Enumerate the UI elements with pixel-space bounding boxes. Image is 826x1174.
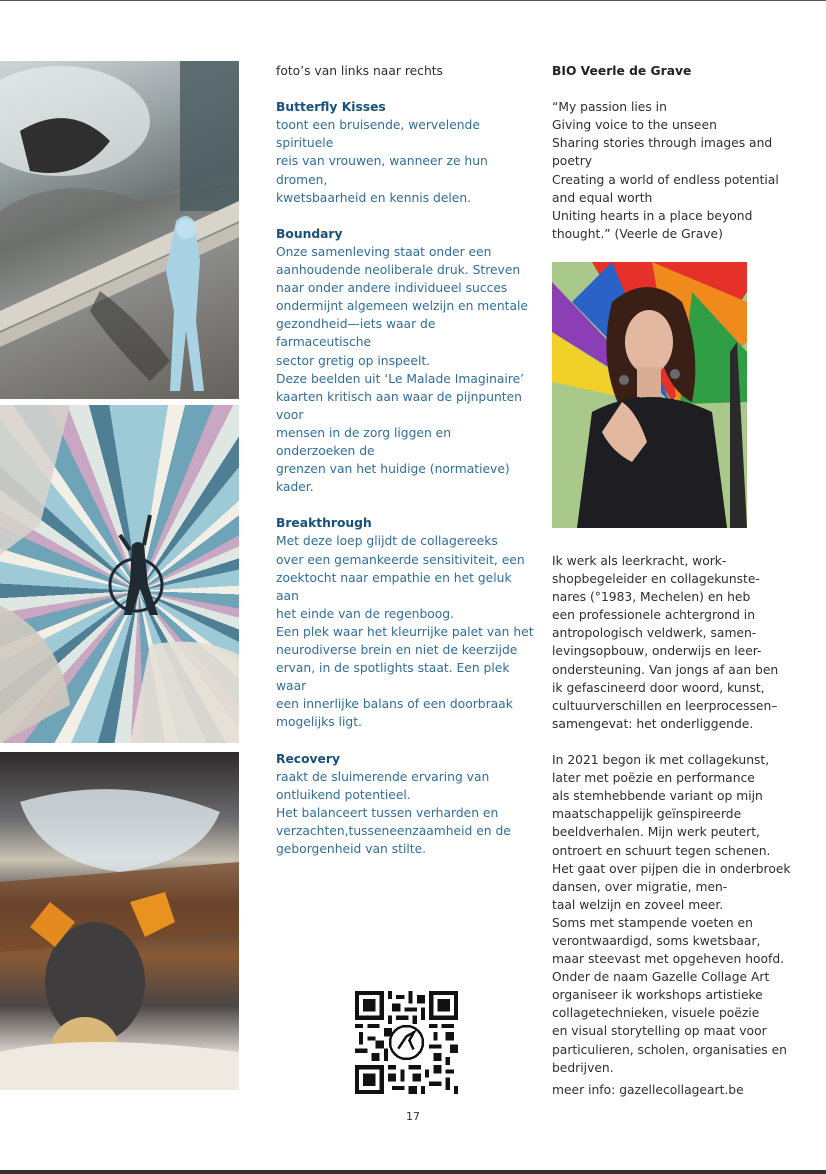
section-line: ervan, in de spotlights staat. Een plek waar — [276, 661, 510, 694]
bio-line: bedrijven. — [552, 1060, 614, 1075]
section-line: Onze samenleving staat onder een — [276, 244, 492, 259]
quote-line: poetry — [552, 154, 593, 169]
section-line: Het balanceert tussen verharden en — [276, 805, 499, 820]
section-line: aanhoudende neoliberale druk. Streven — [276, 263, 521, 278]
page-number: 17 — [406, 1110, 420, 1123]
bio-line: als stemhebbende variant op mijn — [552, 789, 763, 804]
bio-line: taal welzijn en zoveel meer. — [552, 897, 724, 912]
section-line: kwetsbaarheid en kennis delen. — [276, 190, 472, 205]
section-line: ontluikend potentieel. — [276, 787, 411, 802]
bio-line: maar steevast met opgeheven hoofd. — [552, 952, 785, 967]
bio-line: Onder de naam Gazelle Collage Art — [552, 970, 770, 985]
bio-paragraph-1 — [552, 552, 780, 733]
section-line: gezondheid—iets waar de farmaceutische — [276, 317, 436, 350]
bio-line: shopbegeleider en collagekunste- — [552, 572, 760, 587]
bio-line: organiseer ik workshops artistieke — [552, 988, 763, 1003]
bio-paragraph-2 — [552, 751, 791, 1077]
bio-line: beeldverhalen. Mijn werk peutert, — [552, 825, 760, 840]
quote-line: Creating a world of endless potential — [552, 172, 779, 187]
bio-title: BIO Veerle de Grave — [552, 64, 692, 78]
section-line: neurodiverse brein en niet de keerzijde — [276, 643, 518, 657]
section-line: het einde van de regenboog. — [276, 606, 455, 621]
bio-line: In 2021 begon ik met collagekunst, — [552, 753, 770, 768]
section-line: geborgenheid van stilte. — [276, 842, 427, 857]
section-heading: Boundary — [276, 226, 343, 241]
collage-photo-breakthrough — [0, 752, 239, 1090]
quote-line: Uniting hearts in a place beyond — [552, 208, 753, 223]
bio-line: en visual storytelling op maat voor — [552, 1024, 767, 1039]
section-line: zoektocht naar empathie en het geluk aan — [276, 570, 512, 603]
top-border — [0, 0, 826, 1]
quote-line: thought.” (Veerle de Grave) — [552, 226, 723, 241]
bio-line: collagetechnieken, visuele poëzie — [552, 1006, 760, 1021]
section-breakthrough — [276, 514, 534, 731]
bio-text — [552, 552, 791, 1099]
qr-code[interactable] — [355, 991, 458, 1094]
section-line: over een gemankeerde sensitiviteit, een — [276, 552, 525, 567]
section-line: reis van vrouwen, wanneer ze hun dromen, — [276, 154, 488, 187]
section-line: grenzen van het huidige (normatieve) kader. — [276, 462, 510, 495]
bio-line: verontwaardigd, soms kwetsbaar, — [552, 933, 761, 948]
collage-photo-boundary — [0, 405, 239, 743]
section-line: toont een bruisende, wervelende spirituele — [276, 118, 480, 151]
bio-line: Soms met stampende voeten en — [552, 915, 753, 930]
more-info-link[interactable]: meer info: gazellecollageart.be — [552, 1082, 744, 1097]
bio-line: nares (°1983, Mechelen) en heb — [552, 590, 751, 605]
bio-line: ondersteuning. Van jongs af aan ben — [552, 662, 779, 677]
collage-photo-butterfly-kisses — [0, 61, 239, 399]
bio-line: cultuurverschillen en leerprocessen– — [552, 698, 778, 713]
section-recovery — [276, 750, 534, 859]
bio-line: Ik werk als leerkracht, work- — [552, 554, 727, 568]
bio-column — [552, 62, 780, 243]
artist-portrait-photo — [552, 262, 747, 528]
section-heading: Butterfly Kisses — [276, 100, 386, 115]
section-line: Een plek waar het kleurrijke palet van het — [276, 624, 534, 639]
bio-line: dansen, over migratie, men- — [552, 879, 728, 894]
bio-line: ik gefascineerd door woord, kunst, — [552, 680, 765, 695]
section-line: verzachten,tusseneenzaamheid en de — [276, 823, 511, 838]
section-line: kaarten kritisch aan waar de pijnpunten voor — [276, 389, 522, 422]
quote-line: “My passion lies in — [552, 100, 667, 115]
section-line: mensen in de zorg liggen en onderzoeken de — [276, 425, 452, 458]
bio-quote — [552, 98, 780, 243]
section-line: raakt de sluimerende ervaring van — [276, 769, 490, 784]
bio-line: particulieren, scholen, organisaties en — [552, 1042, 787, 1057]
quote-line: Sharing stories through images and — [552, 136, 773, 151]
quote-line: Giving voice to the unseen — [552, 118, 717, 133]
section-heading: Recovery — [276, 751, 340, 766]
bio-line: levingsopbouw, onderwijs en leer- — [552, 644, 762, 659]
section-line: Met deze loep glijdt de collagereeks — [276, 534, 498, 549]
section-line: naar onder andere individueel succes — [276, 281, 508, 296]
section-line: mogelijks ligt. — [276, 715, 362, 730]
bio-line: Het gaat over pijpen die in onderbroek — [552, 861, 791, 876]
section-line: sector gretig op inspeelt. — [276, 353, 431, 368]
section-boundary — [276, 225, 534, 496]
artwork-descriptions — [276, 62, 534, 876]
bio-line: samengevat: het onderliggende. — [552, 716, 754, 731]
intro-caption: foto’s van links naar rechts — [276, 64, 443, 78]
section-line: ondermijnt algemeen welzijn en mentale — [276, 299, 528, 314]
section-line: Deze beelden uit ‘Le Malade Imaginaire’ — [276, 371, 525, 386]
section-line: een innerlijke balans of een doorbraak — [276, 697, 513, 712]
section-heading: Breakthrough — [276, 516, 372, 531]
bottom-border — [0, 1170, 826, 1174]
section-butterfly-kisses — [276, 98, 534, 207]
bio-line: maatschappelijk geïnspireerde — [552, 807, 742, 822]
bio-line: later met poëzie en performance — [552, 771, 755, 786]
quote-line: and equal worth — [552, 190, 653, 205]
bio-line: antropologisch veldwerk, samen- — [552, 626, 757, 641]
bio-line: ontroert en schuurt tegen schenen. — [552, 843, 771, 858]
bio-line: een professionele achtergrond in — [552, 608, 755, 623]
